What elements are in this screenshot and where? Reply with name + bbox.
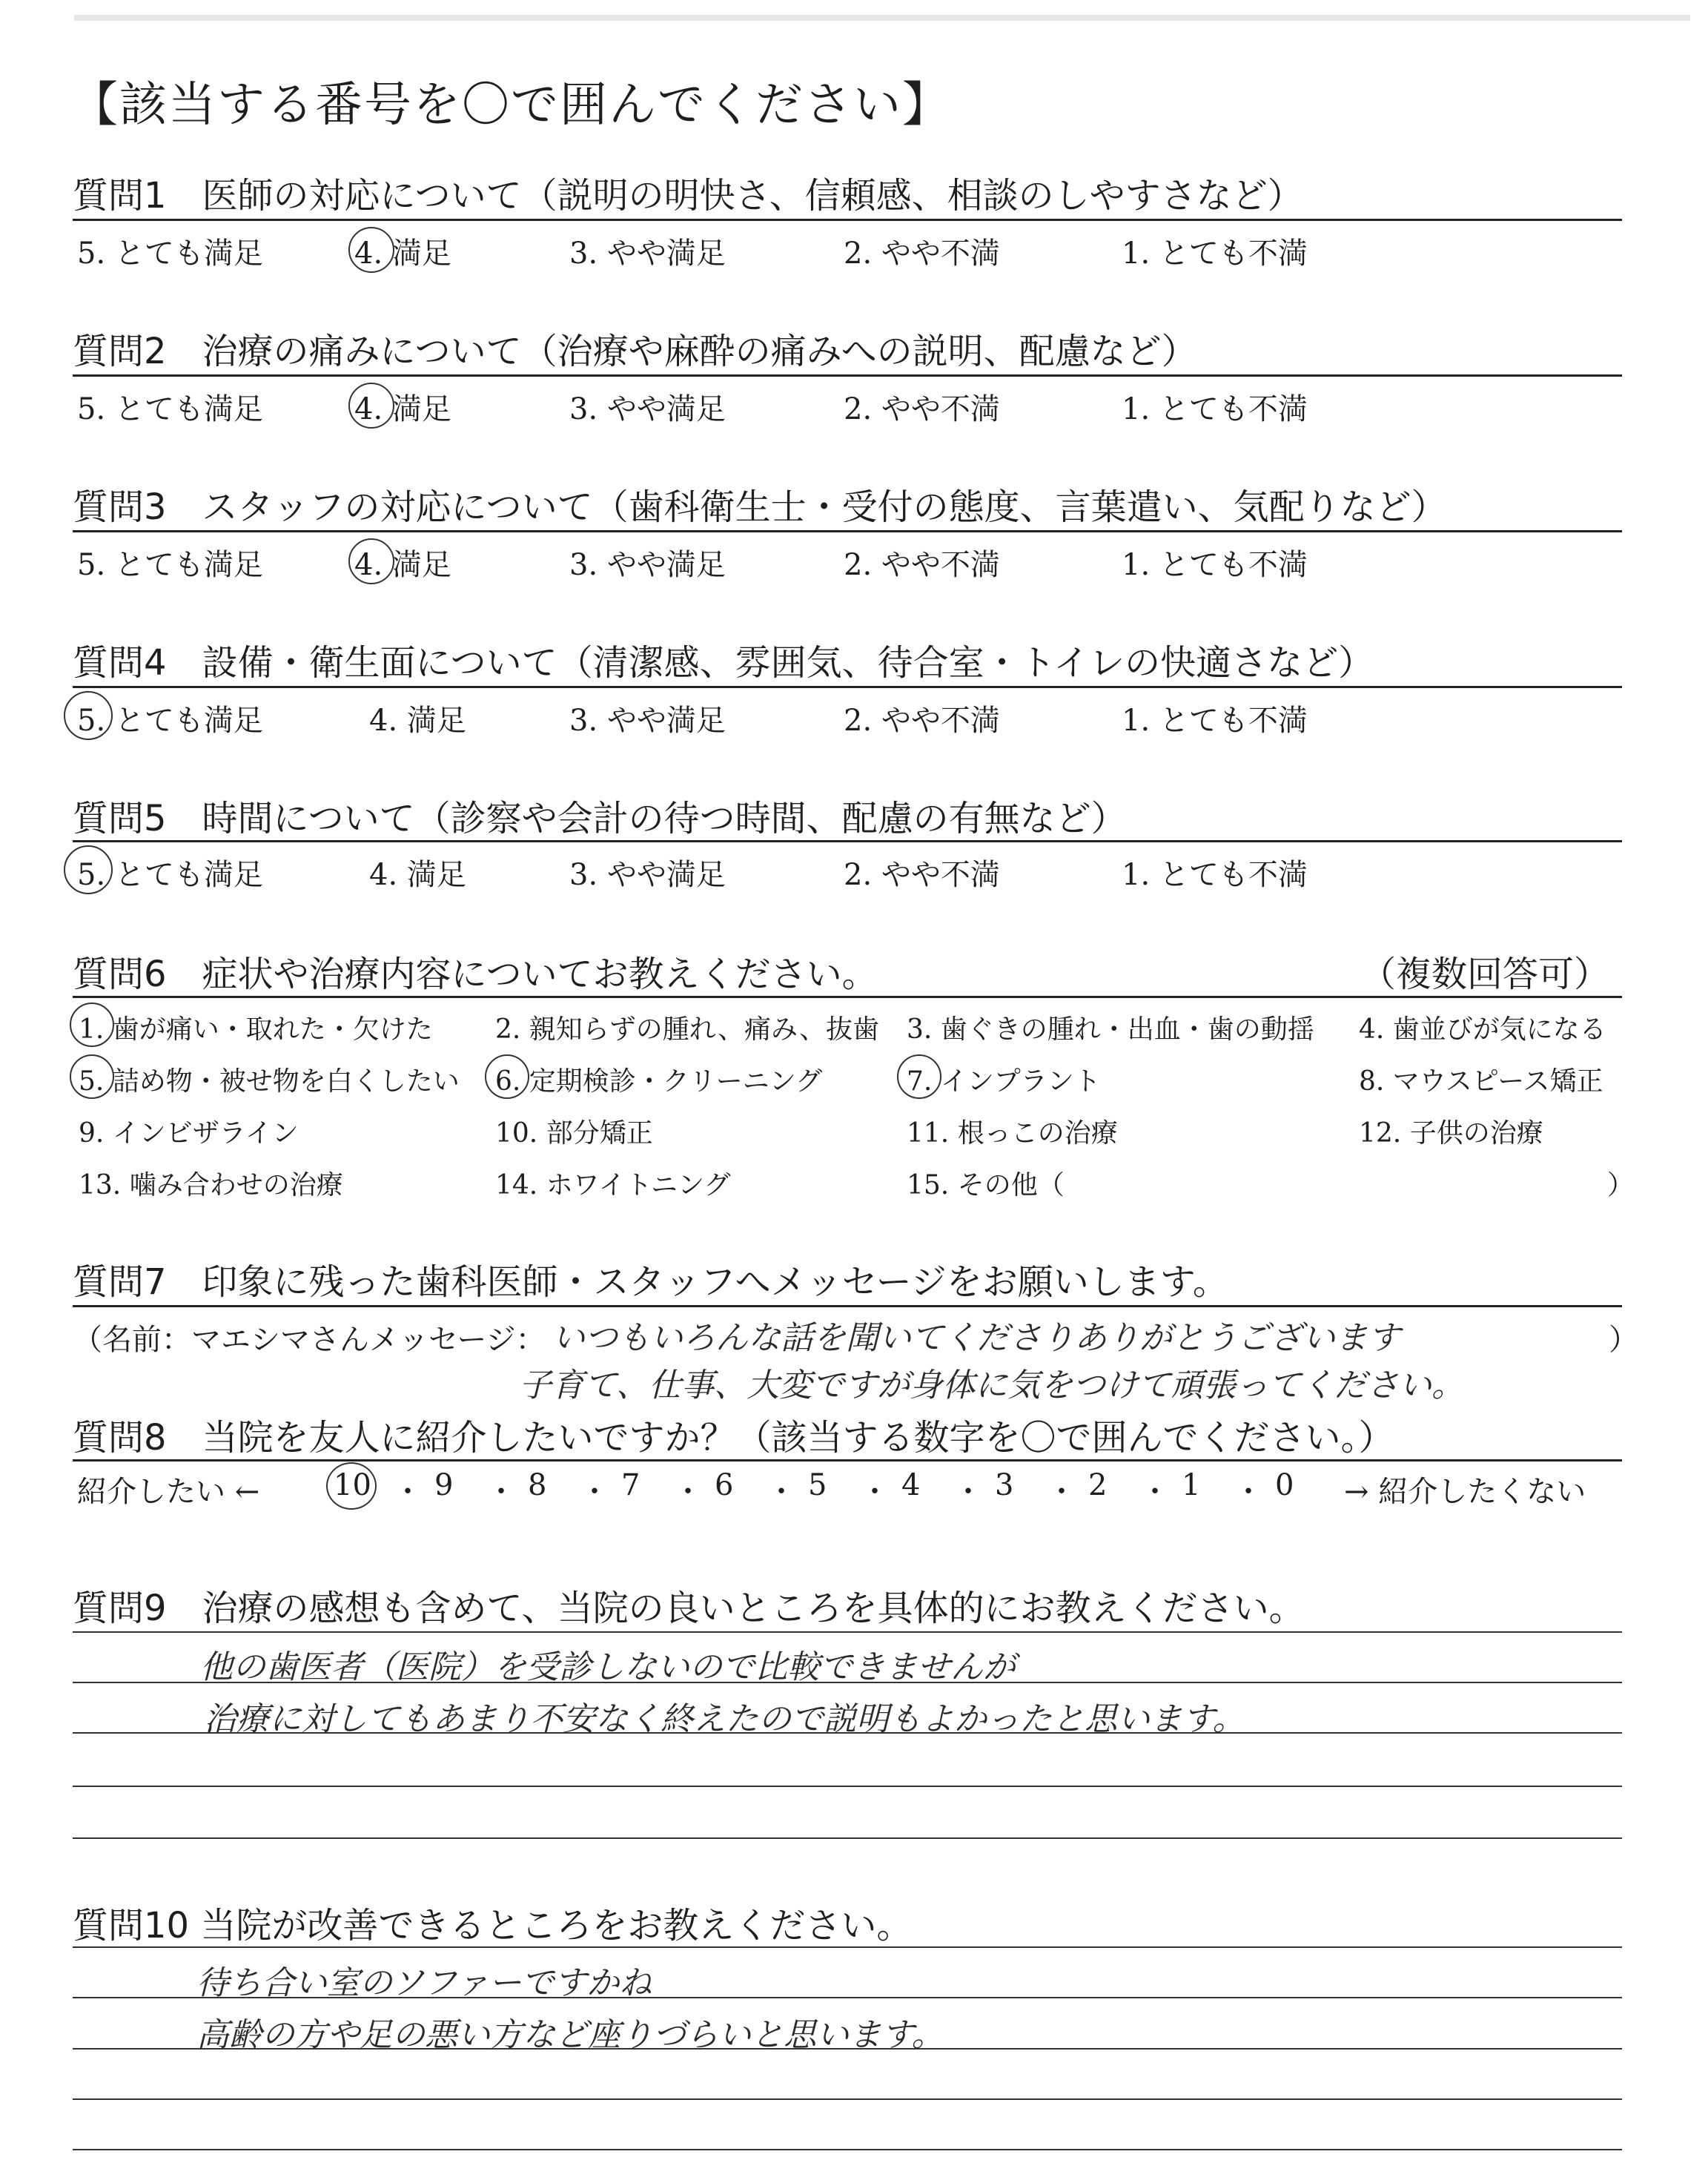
question-6-options: [73, 1008, 1635, 1231]
scale-2[interactable]: 2: [1088, 1468, 1108, 1502]
option-1[interactable]: 1. とても不満: [1122, 548, 1308, 582]
question-5-title: 質問5 時間について（診察や会計の待つ時間、配慮の有無など）: [73, 798, 1127, 839]
selected-circle: [64, 845, 113, 894]
scale-10[interactable]: 10: [334, 1468, 371, 1502]
option-5[interactable]: 5. とても満足: [77, 392, 263, 426]
question-3-rule: [73, 530, 1622, 532]
option-4[interactable]: 4. 満足: [354, 392, 451, 426]
option-2[interactable]: 2. やや不満: [844, 704, 1000, 738]
question-4-rule: [73, 686, 1622, 688]
option-4[interactable]: 4. 満足: [369, 704, 466, 738]
option-5[interactable]: 5. とても満足: [77, 237, 263, 271]
selected-circle-10: [326, 1462, 377, 1510]
scale-4[interactable]: 4: [901, 1468, 921, 1502]
question-6-title: 質問6 症状や治療内容についてお教えください。: [73, 954, 878, 995]
q6-item-7[interactable]: 7. インプラント: [907, 1066, 1101, 1097]
q6-item-6[interactable]: 6. 定期検診・クリーニング: [495, 1066, 823, 1097]
scale-dot: ・: [673, 1475, 703, 1509]
scale-8[interactable]: 8: [528, 1468, 547, 1502]
question-7-title: 質問7 印象に残った歯科医師・スタッフへメッセージをお願いします。: [73, 1261, 1228, 1303]
option-3[interactable]: 3. やや満足: [569, 858, 726, 892]
scale-5[interactable]: 5: [808, 1468, 827, 1502]
handwritten-answer-9-line-1: 他の歯医者（医院）を受診しないので比較できませんが: [200, 1648, 1016, 1686]
option-4[interactable]: 4. 満足: [354, 237, 451, 271]
option-1[interactable]: 1. とても不満: [1122, 237, 1308, 271]
question-5-options: [73, 851, 1622, 896]
selected-circle-6: [485, 1054, 529, 1099]
option-3[interactable]: 3. やや満足: [569, 548, 726, 582]
scale-9[interactable]: 9: [434, 1468, 454, 1502]
scale-dot: ・: [1234, 1475, 1263, 1509]
scale-right-label: → 紹介したくない: [1344, 1475, 1586, 1509]
handwritten-answer-10-line-1: 待ち合い室のソファーですかね: [196, 1964, 652, 2002]
option-5[interactable]: 5. とても満足: [77, 704, 263, 738]
question-4-options: [73, 697, 1622, 742]
question-5-rule: [73, 840, 1622, 842]
answer-line: [73, 1631, 1622, 1633]
handwritten-answer-10-line-2: 高齢の方や足の悪い方など座りづらいと思います。: [196, 2016, 944, 2054]
selected-circle-7: [897, 1054, 941, 1099]
scale-dot: ・: [860, 1475, 890, 1509]
scale-0[interactable]: 0: [1275, 1468, 1294, 1502]
scale-dot: ・: [767, 1475, 796, 1509]
option-5[interactable]: 5. とても満足: [77, 548, 263, 582]
question-8-title: 質問8 当院を友人に紹介したいですか？（該当する数字を〇で囲んでください。）: [73, 1417, 1394, 1459]
question-4-title: 質問4 設備・衛生面について（清潔感、雰囲気、待合室・トイレの快適さなど）: [73, 642, 1374, 684]
scale-3[interactable]: 3: [995, 1468, 1014, 1502]
selected-circle: [348, 538, 394, 584]
answer-line: [73, 1837, 1622, 1839]
option-2[interactable]: 2. やや不満: [844, 858, 1000, 892]
scale-dot: ・: [486, 1475, 516, 1509]
option-3[interactable]: 3. やや満足: [569, 392, 726, 426]
handwritten-message-line-1: いつもいろんな話を聞いてくださりありがとうございます: [552, 1319, 1400, 1357]
q6-item-2[interactable]: 2. 親知らずの腫れ、痛み、抜歯: [495, 1014, 880, 1045]
scale-dot: ・: [393, 1475, 423, 1509]
question-9-title: 質問9 治療の感想も含めて、当院の良いところを具体的にお教えください。: [73, 1588, 1305, 1629]
q6-item-15[interactable]: 15. その他（: [907, 1170, 1065, 1200]
scale-1[interactable]: 1: [1182, 1468, 1201, 1502]
scale-dot: ・: [1140, 1475, 1170, 1509]
q6-item-10[interactable]: 10. 部分矯正: [495, 1118, 653, 1149]
option-2[interactable]: 2. やや不満: [844, 237, 1000, 271]
option-1[interactable]: 1. とても不満: [1122, 858, 1308, 892]
option-3[interactable]: 3. やや満足: [569, 704, 726, 738]
q6-item-5[interactable]: 5. 詰め物・被せ物を白くしたい: [79, 1066, 460, 1097]
q6-item-3[interactable]: 3. 歯ぐきの腫れ・出血・歯の動揺: [907, 1014, 1314, 1045]
option-4[interactable]: 4. 満足: [354, 548, 451, 582]
scale-dot: ・: [1047, 1475, 1076, 1509]
question-3-options: [73, 541, 1622, 586]
option-2[interactable]: 2. やや不満: [844, 392, 1000, 426]
message-close-paren: ）: [1609, 1323, 1638, 1357]
scale-6[interactable]: 6: [715, 1468, 734, 1502]
option-5[interactable]: 5. とても満足: [77, 858, 263, 892]
scale-7[interactable]: 7: [621, 1468, 640, 1502]
answer-line: [73, 2149, 1622, 2150]
selected-circle: [348, 227, 394, 273]
instruction-header: 【該当する番号を〇で囲んでください】: [70, 78, 951, 133]
q6-item-11[interactable]: 11. 根っこの治療: [907, 1118, 1118, 1149]
handwritten-message-line-2: 子育て、仕事、大変ですが身体に気をつけて頑張ってください。: [519, 1367, 1465, 1404]
question-6-note: （複数回答可）: [1360, 954, 1610, 995]
q6-item-14[interactable]: 14. ホワイトニング: [495, 1170, 731, 1200]
scale-left-label: 紹介したい ←: [77, 1475, 260, 1509]
message-label: （名前：マエシマさんメッセージ：: [73, 1323, 546, 1357]
q6-item-12[interactable]: 12. 子供の治療: [1359, 1118, 1543, 1149]
question-1-title: 質問1 医師の対応について（説明の明快さ、信頼感、相談のしやすさなど）: [73, 175, 1303, 217]
q6-item-13[interactable]: 13. 噛み合わせの治療: [79, 1170, 343, 1200]
scale-dot: ・: [580, 1475, 609, 1509]
q6-item-9[interactable]: 9. インビザライン: [79, 1118, 299, 1149]
question-1-rule: [73, 219, 1622, 221]
question-6-rule: [73, 996, 1622, 998]
selected-circle: [348, 383, 394, 429]
q6-item-1[interactable]: 1. 歯が痛い・取れた・欠けた: [79, 1014, 433, 1045]
q6-item-8[interactable]: 8. マウスピース矯正: [1359, 1066, 1603, 1097]
question-10-title: 質問10 当院が改善できるところをお教えください。: [73, 1905, 913, 1946]
answer-line: [73, 1946, 1622, 1948]
selected-circle-5: [70, 1054, 114, 1099]
answer-line: [73, 2098, 1622, 2100]
question-2-title: 質問2 治療の痛みについて（治療や麻酔の痛みへの説明、配慮など）: [73, 331, 1197, 372]
option-1[interactable]: 1. とても不満: [1122, 392, 1308, 426]
question-1-options: [73, 230, 1622, 274]
question-8-rule: [73, 1459, 1622, 1462]
q6-item-15-close: ）: [1607, 1170, 1635, 1200]
question-2-options: [73, 386, 1622, 430]
question-7-rule: [73, 1305, 1622, 1307]
selected-circle-1: [70, 1003, 114, 1047]
q6-item-4[interactable]: 4. 歯並びが気になる: [1359, 1014, 1606, 1045]
scan-top-edge: [74, 15, 1690, 21]
question-2-rule: [73, 374, 1622, 377]
scale-dot: ・: [953, 1475, 983, 1509]
recommend-scale: [73, 1468, 1622, 1513]
selected-circle: [64, 691, 113, 740]
option-3[interactable]: 3. やや満足: [569, 237, 726, 271]
answer-line: [73, 1786, 1622, 1787]
handwritten-answer-9-line-2: 治療に対してもあまり不安なく終えたので説明もよかったと思います。: [204, 1700, 1245, 1738]
question-3-title: 質問3 スタッフの対応について（歯科衛生士・受付の態度、言葉遣い、気配りなど）: [73, 486, 1447, 528]
option-4[interactable]: 4. 満足: [369, 858, 466, 892]
option-1[interactable]: 1. とても不満: [1122, 704, 1308, 738]
option-2[interactable]: 2. やや不満: [844, 548, 1000, 582]
